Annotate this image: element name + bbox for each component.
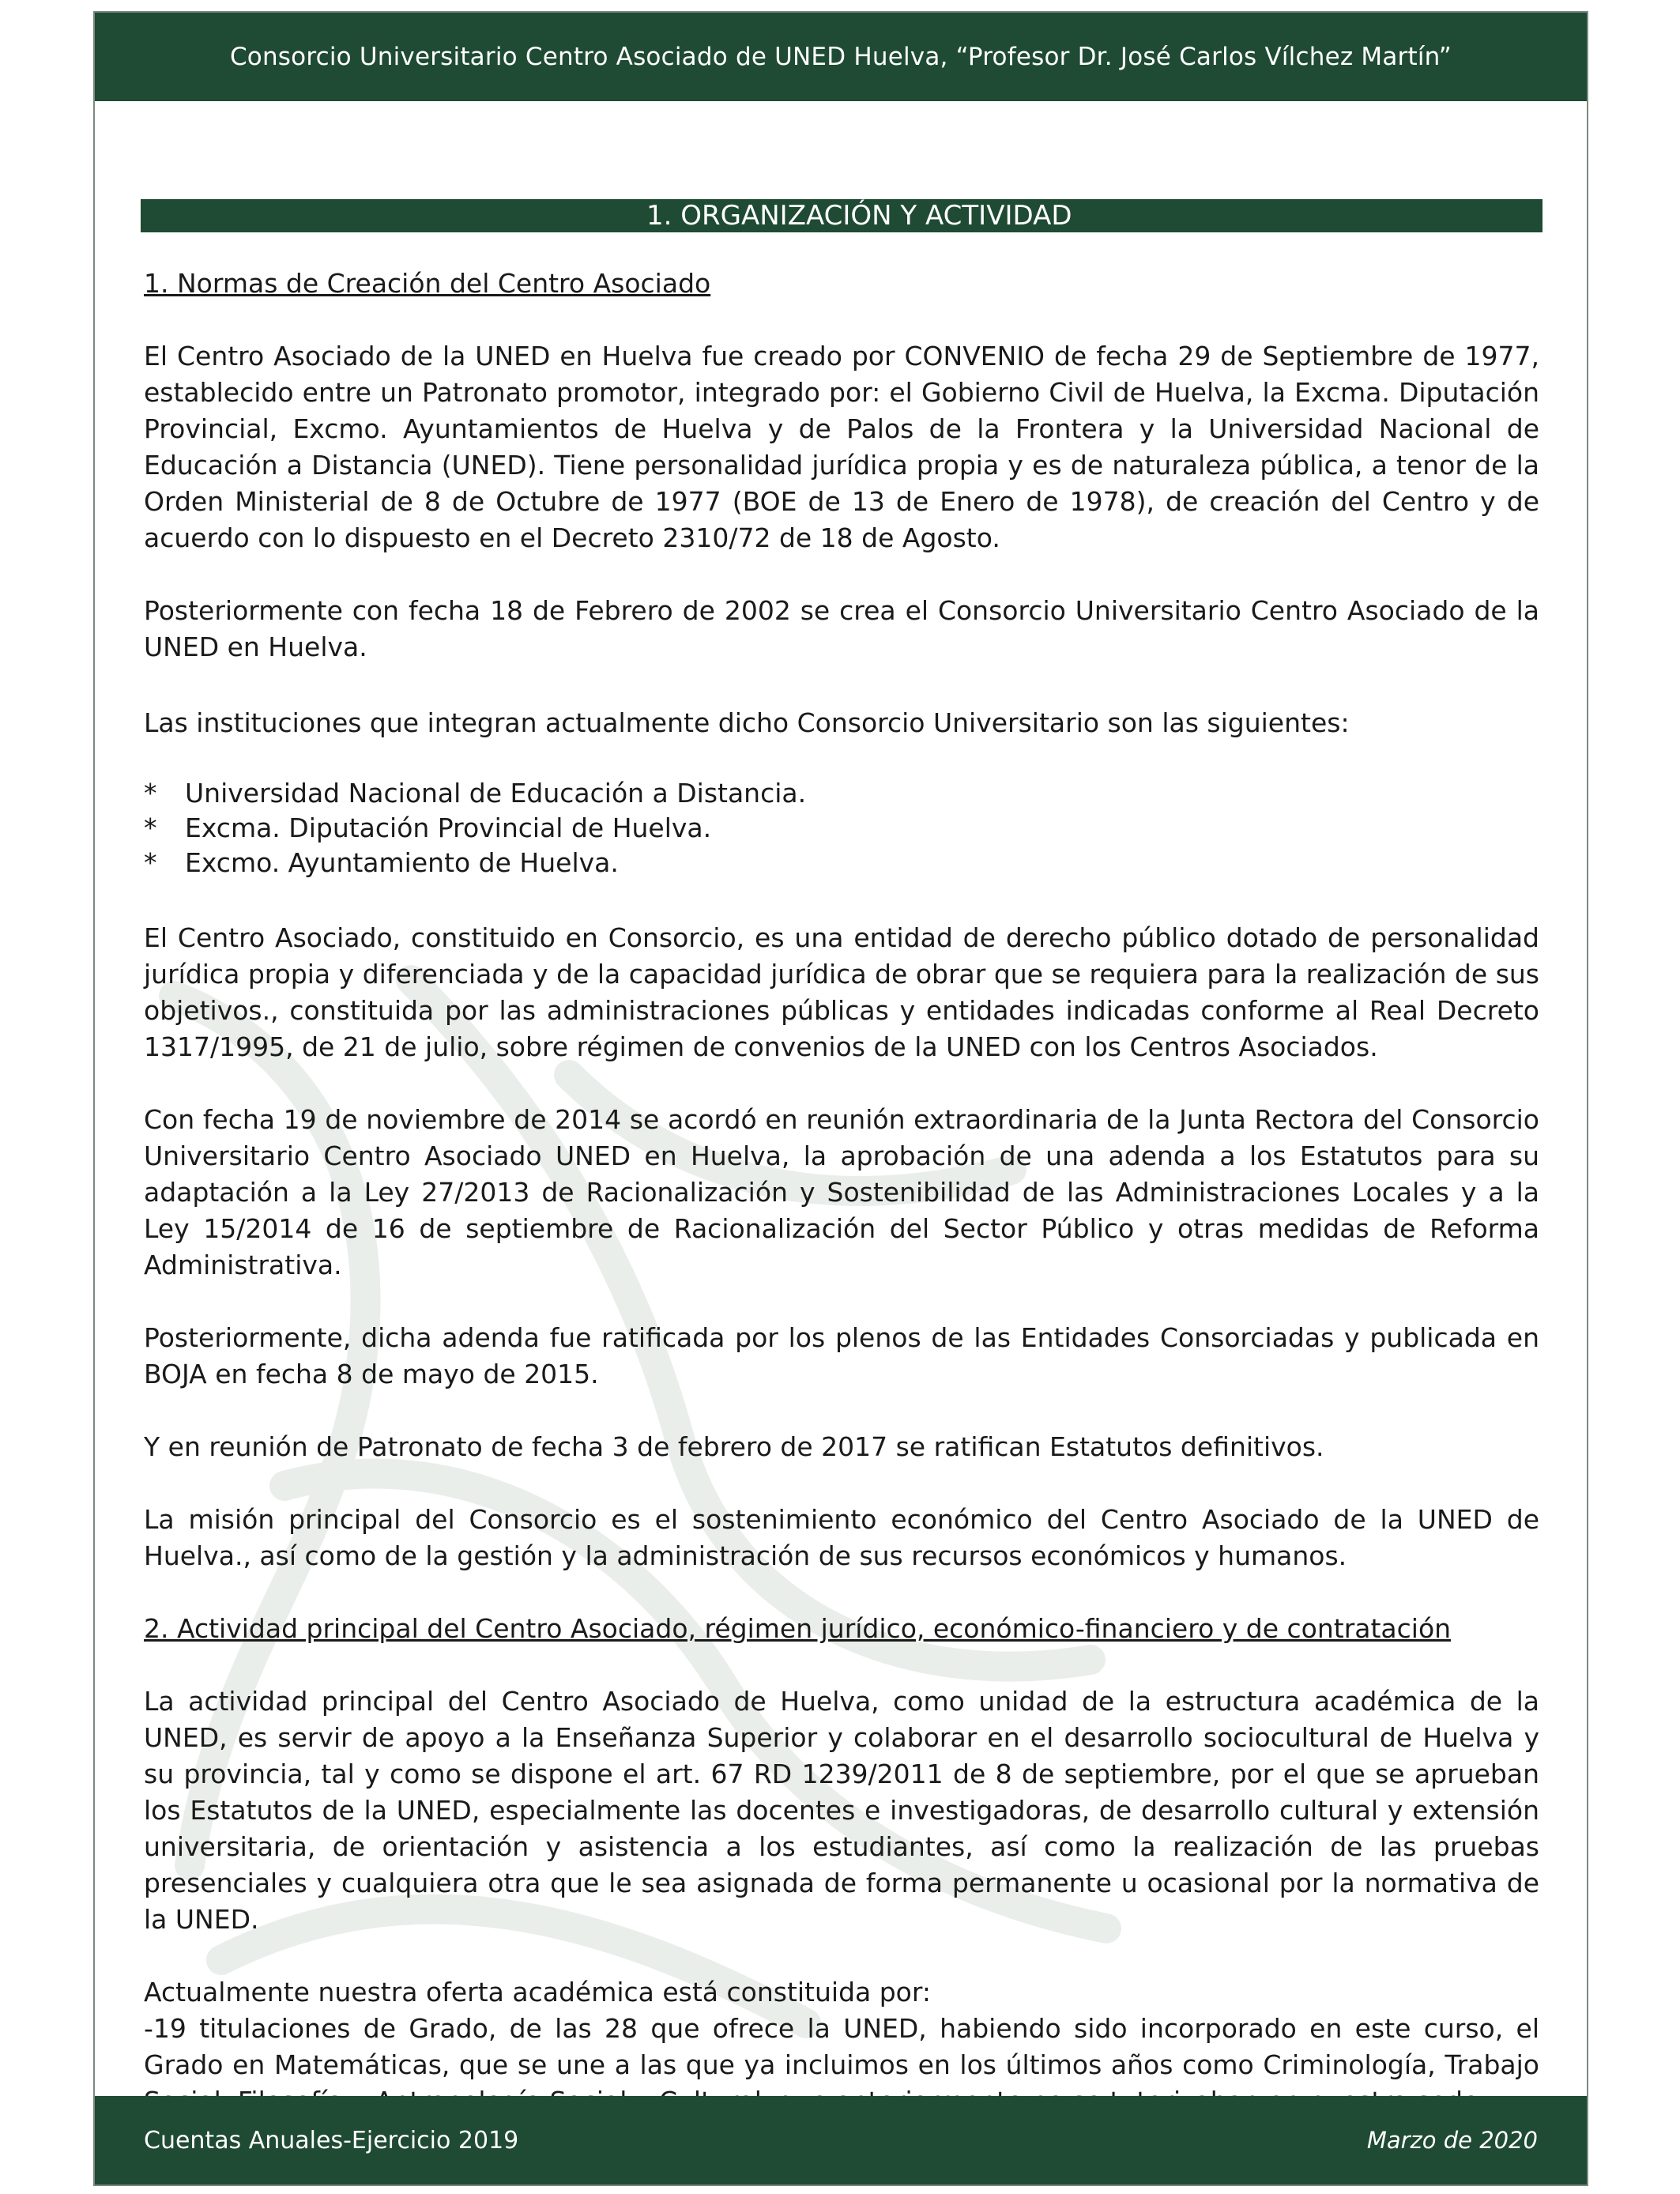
paragraph: -19 titulaciones de Grado, de las 28 que ofrece la UNED, habiendo sido incorporado en este curso, el Grado en Matemáticas, que se une a las que ya incluimos en los últimos años como Criminología, Trabajo — [144, 2013, 1539, 2080]
list-item-text: Excma. Diputación Provincial de Huelva. — [185, 812, 712, 843]
paragraph: La misión principal del Consorcio es el sostenimiento económico del Centro Asociado de la UNED de Huelva., así como de la gestión y la administración de sus recursos económicos y humanos. — [144, 1504, 1539, 1571]
paragraph: El Centro Asociado, constituido en Consorcio, es una entidad de derecho público dotado de personalidad jurídica propia y diferenciada y de la capacidad jurídica de obrar que se requiera para la realización de sus objetivos., constituida por las administraciones públicas y entidades indicadas conforme al Real Decreto 1317/1995, de 21 de julio, sobre régimen de convenios de la UNED con los Centros Asociados. — [144, 922, 1539, 1062]
subsection-1-heading: 1. Normas de Creación del Centro Asociado — [144, 268, 711, 299]
paragraph: El Centro Asociado de la UNED en Huelva fue creado por CONVENIO de fecha 29 de Septiembre de 1977, establecido entre un Patronato promotor, integrado por: el Gobierno Civil de Huelva, la Excma. Diputación Provincial, Excmo. Ayuntamientos de Huelva y de Palos de la Frontera y la Universidad Nacional de Educación a Distancia (UNED). Tiene personalidad jurídica propia y es de naturaleza pública, a tenor de la Orden Ministerial de 8 de Octubre de 1977 (BOE de 13 de Enero de 1978), de creación del Centro y de acuerdo con lo dispuesto en el Decreto 2310/72 de 18 de Agosto. — [144, 341, 1539, 553]
paragraph: Las instituciones que integran actualmente dicho Consorcio Universitario son las siguientes: — [144, 707, 1350, 738]
footer-left-text: Cuentas Anuales-Ejercicio 2019 — [144, 2126, 519, 2154]
list-item-text: Universidad Nacional de Educación a Distancia. — [185, 778, 807, 809]
section-title: 1. ORGANIZACIÓN Y ACTIVIDAD — [646, 200, 1072, 232]
footer-date: Marzo de 2020 — [1366, 2127, 1538, 2154]
paragraph: Posteriormente, dicha adenda fue ratificada por los plenos de las Entidades Consorciadas y publicada en BOJA en fecha 8 de mayo de 2015. — [144, 1322, 1539, 1389]
paragraph: Posteriormente con fecha 18 de Febrero de 2002 se crea el Consorcio Universitario Centro Asociado de la UNED en Huelva. — [144, 595, 1539, 662]
header-title: Consorcio Universitario Centro Asociado de UNED Huelva, “Profesor Dr. José Carlos Vílchez Martín” — [229, 43, 1452, 71]
document-body — [144, 266, 1539, 2120]
institutions-list — [144, 776, 1539, 880]
list-item-text: Excmo. Ayuntamiento de Huelva. — [185, 847, 619, 878]
paragraph: Y en reunión de Patronato de fecha 3 de febrero de 2017 se ratifican Estatutos definitivos. — [144, 1431, 1324, 1462]
paragraph: Actualmente nuestra oferta académica está constituida por: — [144, 1977, 931, 2007]
list-item — [144, 846, 1539, 880]
bullet-marker: * — [144, 812, 157, 843]
section-title-bar — [141, 199, 1543, 232]
page-header — [95, 13, 1587, 101]
page-footer — [95, 2096, 1587, 2185]
bullet-marker: * — [144, 847, 157, 878]
subsection-2-heading: 2. Actividad principal del Centro Asociado, régimen jurídico, económico-financiero y de contratación — [144, 1613, 1452, 1644]
bullet-marker: * — [144, 778, 157, 809]
paragraph: Con fecha 19 de noviembre de 2014 se acordó en reunión extraordinaria de la Junta Rectora del Consorcio Universitario Centro Asociado UNED en Huelva, la aprobación de una adenda a los Estatutos para su adaptación a la Ley 27/2013 de Racionalización y Sostenibilidad de las Administraciones Locales y a la Ley 15/2014 de 16 de septiembre de Racionalización del Sector Público y otras medidas de Reforma Administrativa. — [144, 1104, 1539, 1280]
paragraph: La actividad principal del Centro Asociado de Huelva, como unidad de la estructura académica de la UNED, es servir de apoyo a la Enseñanza Superior y colaborar en el desarrollo sociocultural de Huelva y su provincia, tal y como se dispone el art. 67 RD 1239/2011 de 8 de septiembre, por el que se aprueban los Estatutos de la UNED, especialmente las docentes e investigadoras, de desarrollo cultural y extensión universitaria, de orientación y asistencia a los estudiantes, así como la realización de las pruebas presenciales y cualquiera otra que le sea asignada de forma permanente u ocasional por la normativa de la UNED. — [144, 1686, 1539, 1935]
list-item — [144, 811, 1539, 846]
list-item — [144, 776, 1539, 811]
